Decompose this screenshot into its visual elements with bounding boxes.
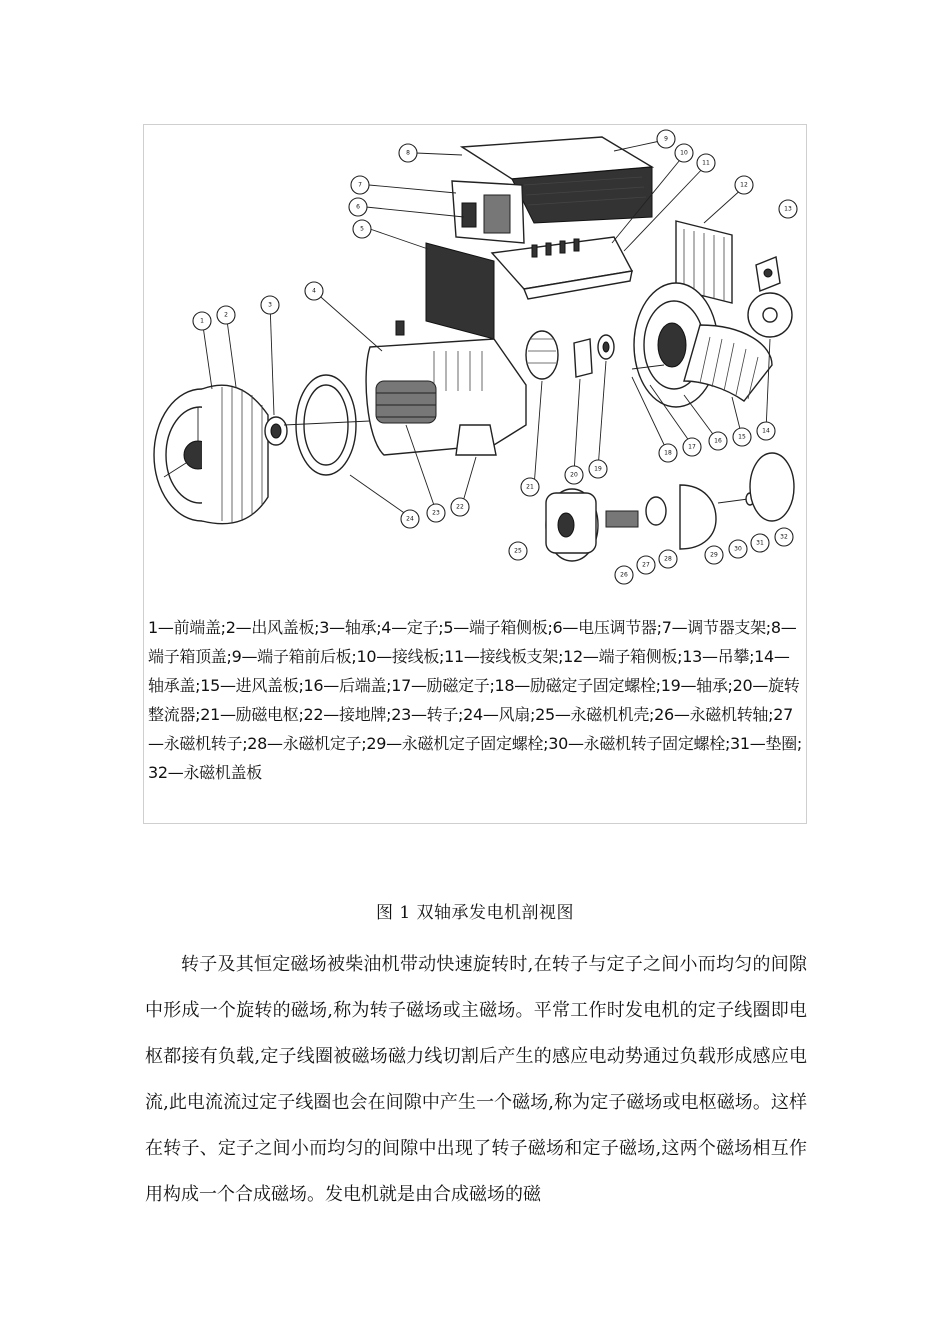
callout-25: [509, 542, 527, 560]
svg-text:25: 25: [514, 547, 522, 555]
callout-7: [351, 176, 369, 194]
callout-1: [193, 312, 211, 330]
figure-legend: 1—前端盖;2—出风盖板;3—轴承;4—定子;5—端子箱侧板;6—电压调节器;7—调节器支架;8—端子箱顶盖;9—端子箱前后板;10—接线板;11—接线板支架;12—端子箱侧板;13—吊攀;14—轴承盖;15—进风盖板;16—后端盖;17—励磁定子;18—励磁定子固定螺栓;19—轴承;20—旋转整流器;21—励磁电枢;22—接地牌;23—转子;24—风扇;25—永磁机机壳;26—永磁机转轴;27—永磁机转子;28—永磁机定子;29—永磁机定子固定螺栓;30—永磁机转子固定螺栓;31—垫圈;32—永磁机盖板: [148, 618, 802, 782]
front-end-cover: [154, 385, 268, 524]
callout-3: [261, 296, 279, 314]
svg-text:19: 19: [594, 465, 602, 473]
body-text: [145, 942, 807, 1218]
svg-text:23: 23: [432, 509, 440, 517]
callout-24: [401, 510, 419, 528]
svg-text:32: 32: [780, 533, 788, 541]
svg-text:1: 1: [200, 317, 204, 325]
svg-text:9: 9: [664, 135, 668, 143]
exciter-armature: [526, 331, 558, 379]
svg-text:7: 7: [358, 181, 362, 189]
svg-text:6: 6: [356, 203, 360, 211]
callout-31: [751, 534, 769, 552]
figure-frame: [143, 124, 807, 824]
svg-text:11: 11: [702, 159, 710, 167]
rotor: [376, 381, 436, 423]
callout-22: [451, 498, 469, 516]
svg-text:29: 29: [710, 551, 718, 559]
callout-6: [349, 198, 367, 216]
lifting-lug: [756, 257, 780, 291]
callout-17: [683, 438, 701, 456]
callout-28: [659, 550, 677, 568]
svg-text:14: 14: [762, 427, 770, 435]
callout-12: [735, 176, 753, 194]
svg-text:2: 2: [224, 311, 228, 319]
callout-32: [775, 528, 793, 546]
callout-20: [565, 466, 583, 484]
callout-18: [659, 444, 677, 462]
callout-4: [305, 282, 323, 300]
callout-11: [697, 154, 715, 172]
figure-caption: 图 1 双轴承发电机剖视图: [375, 903, 575, 923]
callout-14: [757, 422, 775, 440]
callout-16: [709, 432, 727, 450]
svg-text:16: 16: [714, 437, 722, 445]
svg-text:15: 15: [738, 433, 746, 441]
svg-text:26: 26: [620, 571, 628, 579]
bearing-cap: [748, 293, 792, 337]
callout-10: [675, 144, 693, 162]
callout-9: [657, 130, 675, 148]
callout-23: [427, 504, 445, 522]
callout-26: [615, 566, 633, 584]
svg-text:3: 3: [268, 301, 272, 309]
fan: [284, 375, 370, 475]
callout-15: [733, 428, 751, 446]
callout-30: [729, 540, 747, 558]
body-paragraph: 转子及其恒定磁场被柴油机带动快速旋转时,在转子与定子之间小而均匀的间隙中形成一个旋转的磁场,称为转子磁场或主磁场。平常工作时发电机的定子线圈即电枢都接有负载,定子线圈被磁场磁力线切割后产生的感应电动势通过负载形成感应电流,此电流流过定子线圈也会在间隙中产生一个磁场,称为定子磁场或电枢磁场。这样在转子、定子之间小而均匀的间隙中出现了转子磁场和定子磁场,这两个磁场相互作用构成一个合成磁场。发电机就是由合成磁场的磁: [145, 954, 807, 1205]
svg-text:22: 22: [456, 503, 464, 511]
svg-text:20: 20: [570, 471, 578, 479]
callout-13: [779, 200, 797, 218]
svg-text:30: 30: [734, 545, 742, 553]
svg-text:21: 21: [526, 483, 534, 491]
bearing: [265, 417, 287, 445]
callout-5: [353, 220, 371, 238]
svg-text:28: 28: [664, 555, 672, 563]
callout-29: [705, 546, 723, 564]
svg-text:31: 31: [756, 539, 764, 547]
svg-text:13: 13: [784, 205, 792, 213]
svg-text:24: 24: [406, 515, 414, 523]
callout-19: [589, 460, 607, 478]
svg-text:5: 5: [360, 225, 364, 233]
svg-text:10: 10: [680, 149, 688, 157]
rotating-rectifier: [574, 335, 614, 377]
callout-27: [637, 556, 655, 574]
svg-text:27: 27: [642, 561, 650, 569]
svg-text:18: 18: [664, 449, 672, 457]
voltage-regulator: [452, 181, 524, 243]
callout-21: [521, 478, 539, 496]
svg-text:17: 17: [688, 443, 696, 451]
svg-text:12: 12: [740, 181, 748, 189]
callout-2: [217, 306, 235, 324]
svg-text:4: 4: [312, 287, 316, 295]
svg-text:8: 8: [406, 149, 410, 157]
terminal-board: [492, 237, 632, 299]
callout-8: [399, 144, 417, 162]
generator-exploded-diagram: [144, 125, 806, 605]
